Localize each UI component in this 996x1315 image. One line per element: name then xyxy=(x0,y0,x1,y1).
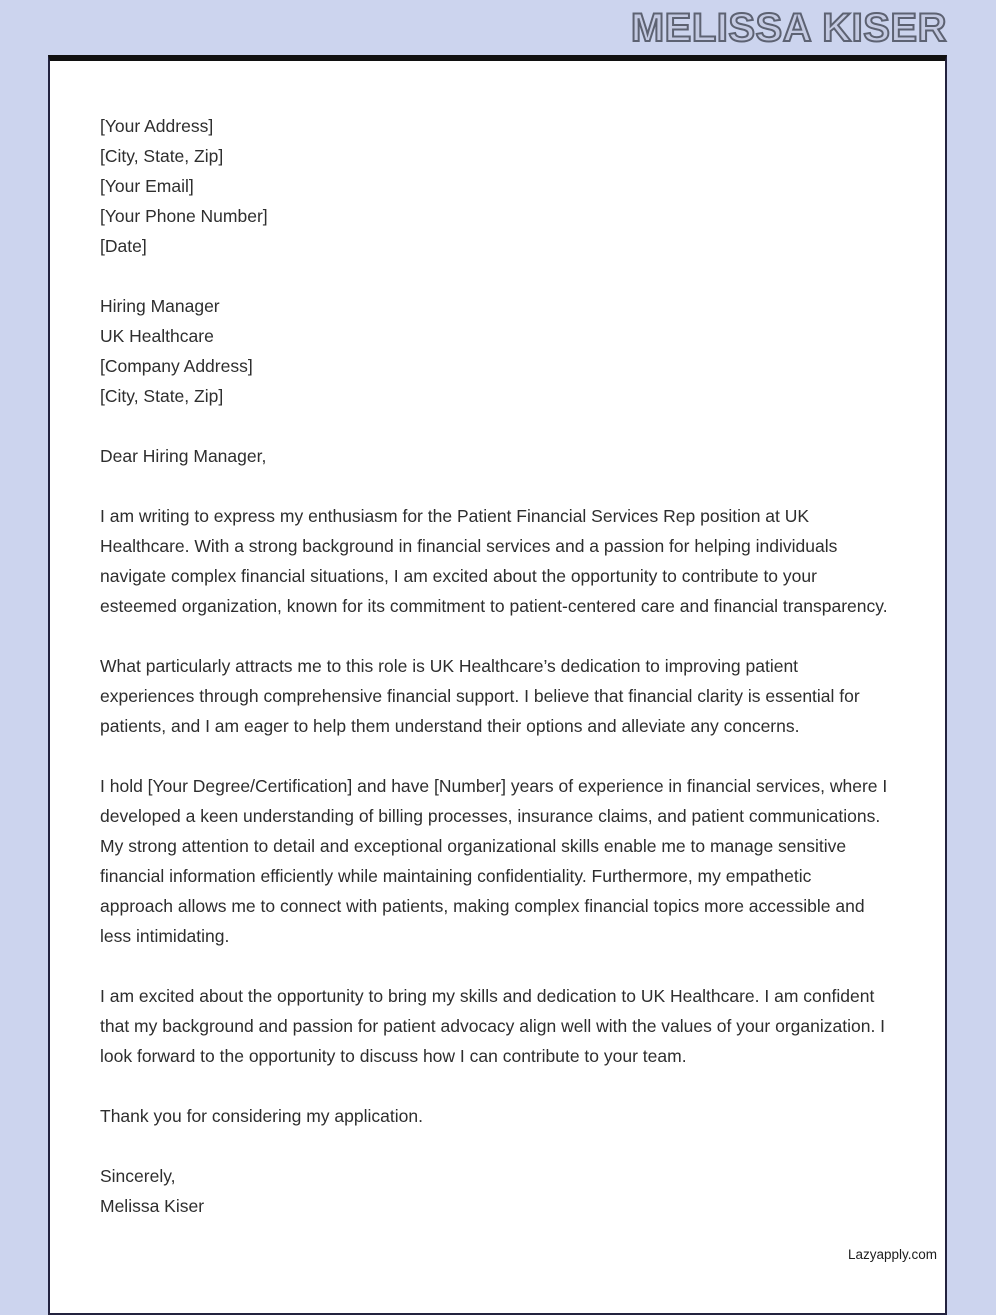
salutation xyxy=(100,441,889,471)
body-paragraph xyxy=(100,981,889,1071)
signature-name: Melissa Kiser xyxy=(100,1196,205,1216)
signature-block xyxy=(100,1161,889,1221)
closing-line-text: Thank you for considering my application. xyxy=(100,1106,423,1126)
body-paragraph-text: I am writing to express my enthusiasm for the Patient Financial Services Rep position at UK Healthcare. With a strong background in financial services and a passion for helping individuals navigate complex financial situations, I am excited about the opportunity to contribute to your esteemed organization, known for its commitment to patient-centered care and financial transparency. xyxy=(100,506,888,616)
author-name: MELISSA KISER xyxy=(630,5,947,50)
body-paragraph xyxy=(100,651,889,741)
recipient-address-line: [Company Address] xyxy=(100,356,253,376)
cover-letter-page xyxy=(48,55,947,1315)
recipient-address-line: Hiring Manager xyxy=(100,296,220,316)
recipient-address-block xyxy=(100,291,889,411)
salutation-text: Dear Hiring Manager, xyxy=(100,446,267,466)
closing-line xyxy=(100,1101,889,1131)
body-paragraph xyxy=(100,771,889,951)
sender-address-line: [Your Phone Number] xyxy=(100,206,268,226)
body-paragraph-text: I am excited about the opportunity to bring my skills and dedication to UK Healthcare. I am confident that my background and passion for patient advocacy align well with the values of your organization. I look forward to the opportunity to discuss how I can contribute to your team. xyxy=(100,986,886,1066)
sender-address-block xyxy=(100,111,889,261)
body-paragraph xyxy=(100,501,889,621)
recipient-address-line: [City, State, Zip] xyxy=(100,386,224,406)
signoff: Sincerely, xyxy=(100,1166,176,1186)
sender-address-line: [Your Email] xyxy=(100,176,194,196)
recipient-address-line: UK Healthcare xyxy=(100,326,214,346)
sender-address-line: [City, State, Zip] xyxy=(100,146,224,166)
header-band xyxy=(48,0,947,55)
sender-address-line: [Date] xyxy=(100,236,147,256)
watermark-link[interactable]: Lazyapply.com xyxy=(847,1247,937,1262)
body-paragraph-text: What particularly attracts me to this role is UK Healthcare’s dedication to improving patient experiences through comprehensive financial support. I believe that financial clarity is essential for patients, and I am eager to help them understand their options and alleviate any concerns. xyxy=(100,656,860,736)
body-paragraph-text: I hold [Your Degree/Certification] and have [Number] years of experience in financial services, where I developed a keen understanding of billing processes, insurance claims, and patient communications. My strong attention to detail and exceptional organizational skills enable me to manage sensitive financial information efficiently while maintaining confidentiality. Furthermore, my empathetic approach allows me to connect with patients, making complex financial topics more accessible and less intimidating. xyxy=(100,776,888,946)
sender-address-line: [Your Address] xyxy=(100,116,214,136)
letter-content xyxy=(50,61,945,1221)
